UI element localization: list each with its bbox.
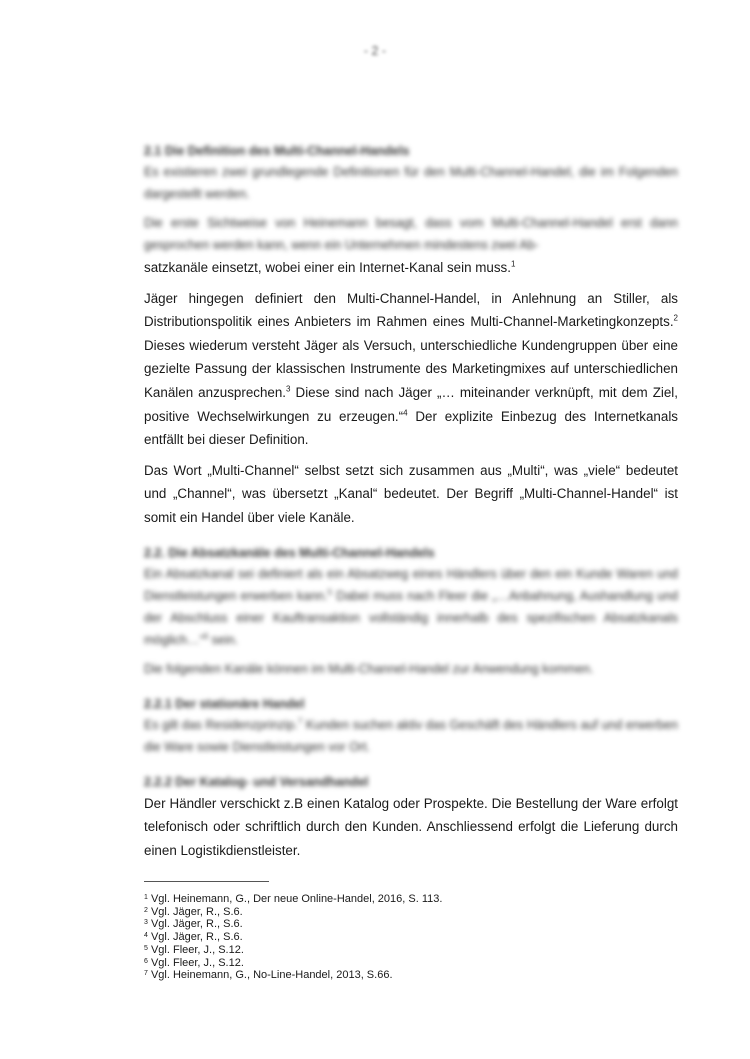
footnote: $^1$ Vgl. Heinemann, G., Der neue Online-Handel, 2016, S. 113. xyxy=(144,893,443,905)
section-heading: 2.2. Die Absatzkanäle des Multi-Channel-Handels xyxy=(144,545,435,560)
page-body xyxy=(144,0,678,862)
footnote-ref: 2 xyxy=(673,313,678,323)
section-2-2-blurred xyxy=(144,543,678,792)
section-heading: 2.2.1 Der stationäre Handel xyxy=(144,696,305,711)
page-number: - 2 - xyxy=(363,44,387,58)
footnote-ref: 1 xyxy=(510,259,516,269)
paragraph: Es gilt das Residenzprinzip.$^7$ Kunden suchen aktiv das Geschäft des Händlers auf und erwerben die Ware sowie Dienstleistungen vor Ort. xyxy=(144,716,678,754)
footnote: $^5$ Vgl. Fleer, J., S.12. xyxy=(144,943,244,956)
footnote-ref: 4 xyxy=(403,408,408,418)
footnote: $^2$ Vgl. Jäger, R., S.6. xyxy=(144,905,243,918)
paragraph: satzkanäle einsetzt, wobei einer ein Internet-Kanal sein muss.$^1$ xyxy=(144,259,516,275)
footnote: $^6$ Vgl. Fleer, J., S.12. xyxy=(144,956,244,969)
paragraph-versandhandel: Der Händler verschickt z.B einen Katalog oder Prospekte. Die Bestellung der Ware erfolgt telefonisch oder schriftlich durch den Kunden. Anschliessend erfolgt die Lieferung durch einen Logistikdienstleister. xyxy=(144,795,678,858)
section-2-1-blurred xyxy=(144,141,678,256)
paragraph: Die folgenden Kanäle können im Multi-Channel-Handel zur Anwendung kommen. xyxy=(144,661,594,676)
section-heading: 2.1 Die Definition des Multi-Channel-Handels xyxy=(144,144,410,158)
footnotes xyxy=(144,893,442,982)
footnote-ref: 3 xyxy=(286,384,291,394)
footnote: $^7$ Vgl. Heinemann, G., No-Line-Handel, 2013, S.66. xyxy=(144,969,393,982)
footnote-divider xyxy=(144,881,269,882)
paragraph: Ein Absatzkanal sei definiert als ein Absatzweg eines Händlers über den ein Kunde Waren und Dienstleistungen erwerben kann.$^5$ Dabei muss nach Fleer die „…Anbahnung, Aushandlung und der Abschluss einer Kauftransaktion vollständig innerhalb des spezifischen Absatzkanals möglich…“$^6$ sein. xyxy=(144,566,678,647)
paragraph: Es existieren zwei grundlegende Definitionen für den Multi-Channel-Handel, die im Folgenden dargestellt werden. xyxy=(144,165,678,201)
paragraph-jaeger: Jäger hingegen definiert den Multi-Channel-Handel, in Anlehnung an Stiller, als Distributionspolitik eines Anbieters im Rahmen eines Multi-Channel-Marketingkonzepts.$^2$ Dieses wiederum versteht Jäger als Versuch, unterschiedliche Kundengruppen über eine gezielte Passung der klassischen Instrumente des Marketingmixes auf unterschiedlichen Kanälen anzusprechen.$^3$ Diese sind nach Jäger „… miteinander verknüpft, mit dem Ziel, positive Wechselwirkungen zu erzeugen.“$^4$ Der explizite Einbezug des Internetkanals entfällt bei dieser Definition. xyxy=(144,290,678,448)
section-heading: 2.2.2 Der Katalog- und Versandhandel xyxy=(144,774,369,789)
paragraph: Die erste Sichtweise von Heinemann besagt, dass vom Multi-Channel-Handel erst dann gesprochen werden kann, wenn ein Unternehmen mindestens zwei Ab- xyxy=(144,216,678,252)
footnote: $^3$ Vgl. Jäger, R., S.6. xyxy=(144,918,243,931)
footnote: $^4$ Vgl. Jäger, R., S.6. xyxy=(144,931,243,944)
paragraph-multi-channel-word: Das Wort „Multi-Channel“ selbst setzt sich zusammen aus „Multi“, was „viele“ bedeutet und „Channel“, was übersetzt „Kanal“ bedeutet. Der Begriff „Multi-Channel-Handel“ ist somit ein Handel über viele Kanäle. xyxy=(144,462,678,525)
